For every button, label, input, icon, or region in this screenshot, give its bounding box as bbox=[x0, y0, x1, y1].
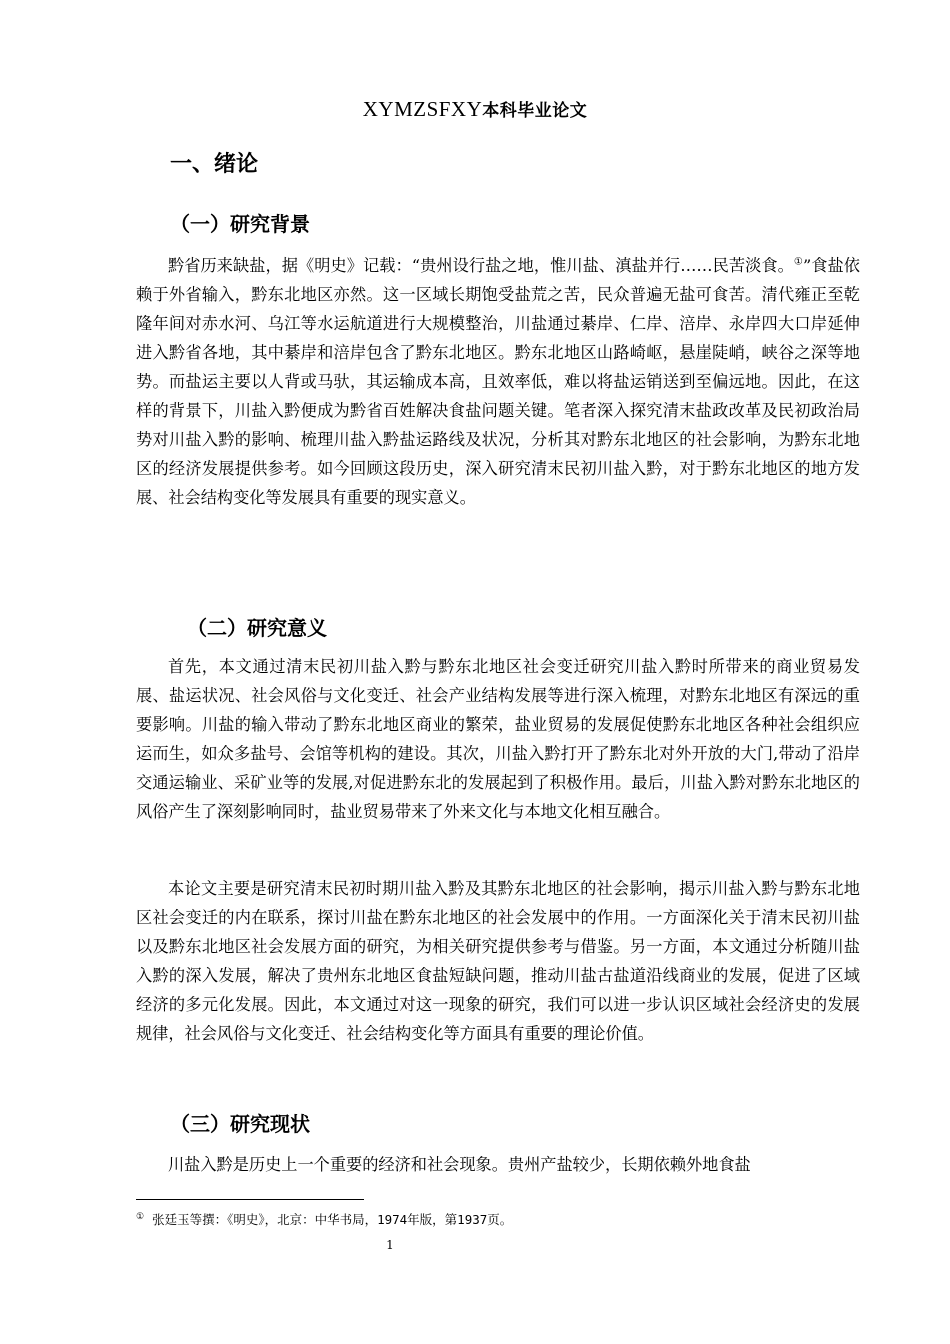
section-title-background: （一）研究背景 bbox=[170, 212, 310, 236]
background-text-part1: 黔省历来缺盐，据《明史》记载：“贵州设行盐之地，惟川盐、滇盐并行……民苦淡食。 bbox=[168, 256, 794, 275]
footnote-divider bbox=[136, 1199, 364, 1200]
paragraph-background bbox=[136, 251, 860, 512]
section-title-status: （三）研究现状 bbox=[170, 1112, 310, 1136]
paragraph-significance-1: 首先，本文通过清末民初川盐入黔与黔东北地区社会变迁研究川盐入黔时所带来的商业贸易发展、盐运状况、社会风俗与文化变迁、社会产业结构发展等进行深入梳理，对黔东北地区有深远的重要影响。川盐的输入带动了黔东北地区商业的繁荣，盐业贸易的发展促使黔东北地区各种社会组织应运而生，如众多盐号、会馆等机构的建设。其次，川盐入黔打开了黔东北对外开放的大门,带动了沿岸交通运输业、采矿业等的发展,对促进黔东北的发展起到了积极作用。最后，川盐入黔对黔东北地区的风俗产生了深刻影响同时，盐业贸易带来了外来文化与本地文化相互融合。 bbox=[136, 657, 860, 821]
paragraph-significance-2: 本论文主要是研究清末民初时期川盐入黔及其黔东北地区的社会影响，揭示川盐入黔与黔东北地区社会变迁的内在联系，探讨川盐在黔东北地区的社会发展中的作用。一方面深化关于清末民初川盐以及黔东北地区社会发展方面的研究，为相关研究提供参考与借鉴。另一方面，本文通过分析随川盐入黔的深入发展，解决了贵州东北地区食盐短缺问题，推动川盐古盐道沿线商业的发展，促进了区域经济的多元化发展。因此，本文通过对这一现象的研究，我们可以进一步认识区域社会经济史的发展规律，社会风俗与文化变迁、社会结构变化等方面具有重要的理论价值。 bbox=[136, 879, 860, 1043]
background-text-part2: ”食盐依赖于外省输入，黔东北地区亦然。这一区域长期饱受盐荒之苦，民众普遍无盐可食苦。清代雍正至乾隆年间对赤水河、乌江等水运航道进行大规模整治，川盐通过綦岸、仁岸、涪岸、永岸四大口岸延伸进入黔省各地，其中綦岸和涪岸包含了黔东北地区。黔东北地区山路崎岖，悬崖陡峭，峡谷之深等地势。而盐运主要以人背或马驮，其运输成本高，且效率低，难以将盐运销送到至偏远地。因此，在这样的背景下，川盐入黔便成为黔省百姓解决食盐问题关键。笔者深入探究清末盐政改革及民初政治局势对川盐入黔的影响、梳理川盐入黔盐运路线及状况，分析其对黔东北地区的社会影响，为黔东北地区的经济发展提供参考。如今回顾这段历史，深入研究清末民初川盐入黔，对于黔东北地区的地方发展、社会结构变化等发展具有重要的现实意义。 bbox=[136, 256, 860, 507]
section-title-significance: （二）研究意义 bbox=[187, 616, 327, 640]
chapter-title: 一、绪论 bbox=[170, 152, 259, 177]
footnote-mark: ① bbox=[136, 1211, 145, 1222]
header-school-code: XYMZSFXY bbox=[362, 97, 483, 121]
page-header bbox=[0, 96, 950, 122]
page-number: 1 bbox=[386, 1238, 394, 1252]
paragraph-status: 川盐入黔是历史上一个重要的经济和社会现象。贵州产盐较少，长期依赖外地食盐 bbox=[168, 1155, 751, 1174]
footnote-reference-mark[interactable]: ① bbox=[793, 256, 803, 268]
footnote-text: 张廷玉等撰：《明史》，北京：中华书局，1974年版，第1937页。 bbox=[152, 1212, 513, 1227]
footnote bbox=[136, 1210, 512, 1228]
header-thesis-label: 本科毕业论文 bbox=[482, 101, 588, 121]
